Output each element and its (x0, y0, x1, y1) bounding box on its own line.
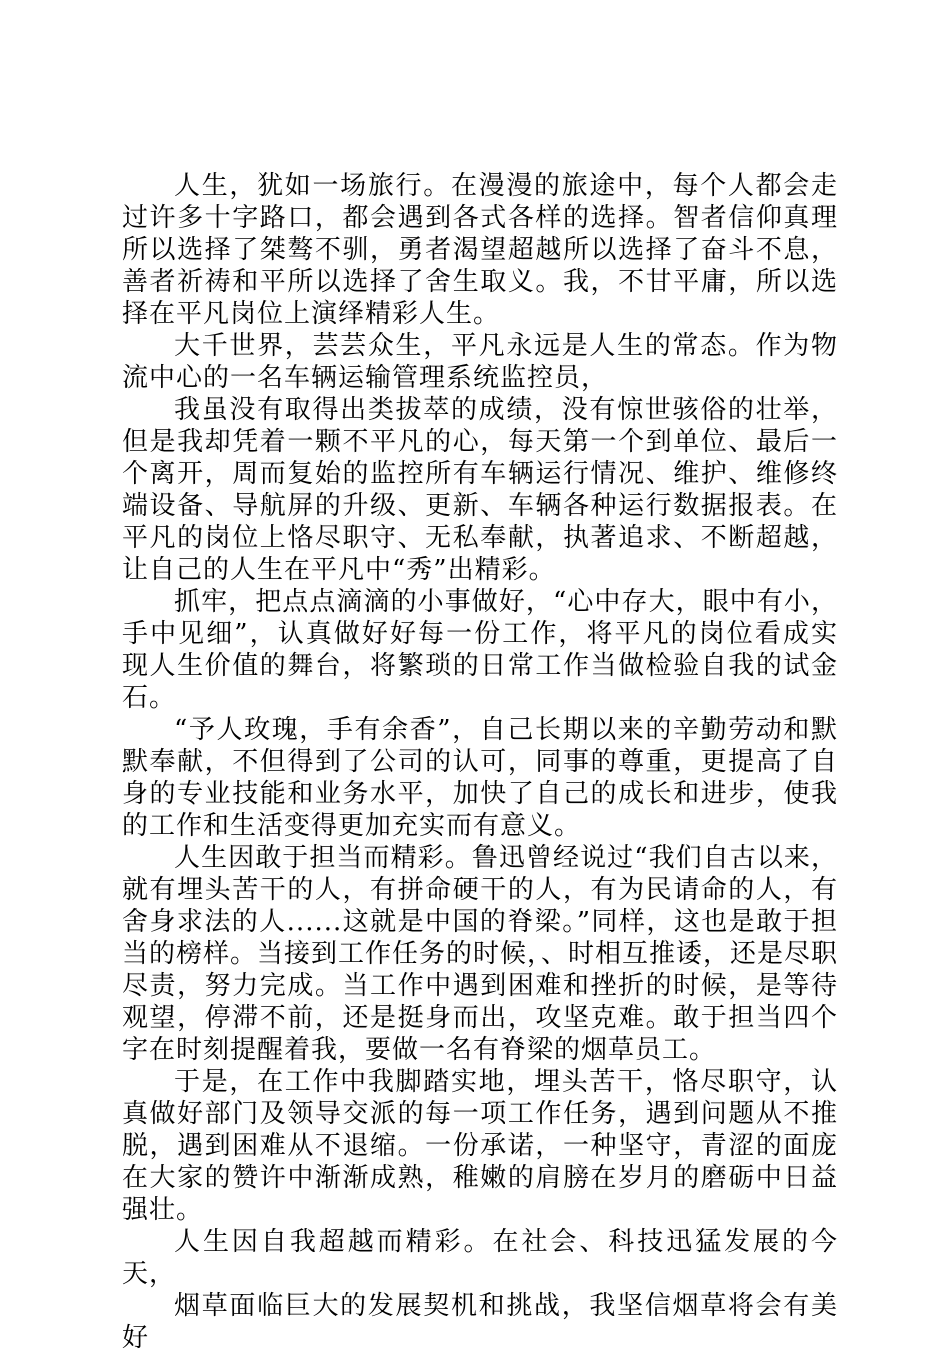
paragraph-8: 人生因自我超越而精彩。在社会、科技迅猛发展的今天， (122, 1227, 838, 1289)
paragraph-6: 人生因敢于担当而精彩。鲁迅曾经说过“我们自古以来，就有埋头苦干的人，有拼命硬干的人，有为民请命的人，有舍身求法的人......这就是中国的脊梁。”同样，这也是敢于担当的榜样。当接到工作任务的时候，、时相互推诿，还是尽职尽责，努力完成。当工作中遇到困难和挫折的时候，是等待观望，停滞不前，还是挺身而出，攻坚克难。敢于担当四个字在时刻提醒着我，要做一名有脊梁的烟草员工。 (122, 843, 839, 1065)
paragraph-3: 我虽没有取得出类拔萃的成绩，没有惊世骇俗的壮举，但是我却凭着一颗不平凡的心，每天第一个到单位、最后一个离开，周而复始的监控所有车辆运行情况、维护、维修终端设备、导航屏的升级、更新、车辆各种运行数据报表。在平凡的岗位上恪尽职守、无私奉献，执著追求、不断超越，让自己的人生在平凡中“秀”出精彩。 (122, 395, 838, 585)
paragraph-9: 烟草面临巨大的发展契机和挑战，我坚信烟草将会有美好 (122, 1291, 838, 1353)
paragraph-7: 于是，在工作中我脚踏实地，埋头苦干，恪尽职守，认真做好部门及领导交派的每一项工作任务，遇到问题从不推脱，遇到困难从不退缩。一份承诺，一种坚守，青涩的面庞在大家的赞许中渐渐成熟，稚嫩的肩膀在岁月的磨砺中日益强壮。 (122, 1067, 838, 1225)
paragraph-5: “予人玫瑰，手有余香”，自己长期以来的辛勤劳动和默默奉献，不但得到了公司的认可，同事的尊重，更提高了自身的专业技能和业务水平，加快了自己的成长和进步，使我的工作和生活变得更加充实而有意义。 (122, 715, 838, 841)
paragraph-1: 人生，犹如一场旅行。在漫漫的旅途中，每个人都会走过许多十字路口，都会遇到各式各样的选择。智者信仰真理所以选择了桀骜不驯，勇者渴望超越所以选择了奋斗不息，善者祈祷和平所以选择了舍生取义。我，不甘平庸，所以选择在平凡岗位上演绎精彩人生。 (122, 171, 838, 329)
paragraph-4: 抓牢，把点点滴滴的小事做好，“心中存大，眼中有小，手中见细”，认真做好好每一份工作，将平凡的岗位看成实现人生价值的舞台，将繁琐的日常工作当做检验自我的试金石。 (122, 587, 838, 713)
paragraph-2: 大千世界，芸芸众生，平凡永远是人生的常态。作为物流中心的一名车辆运输管理系统监控员， (122, 331, 838, 393)
document-body (122, 170, 838, 1354)
